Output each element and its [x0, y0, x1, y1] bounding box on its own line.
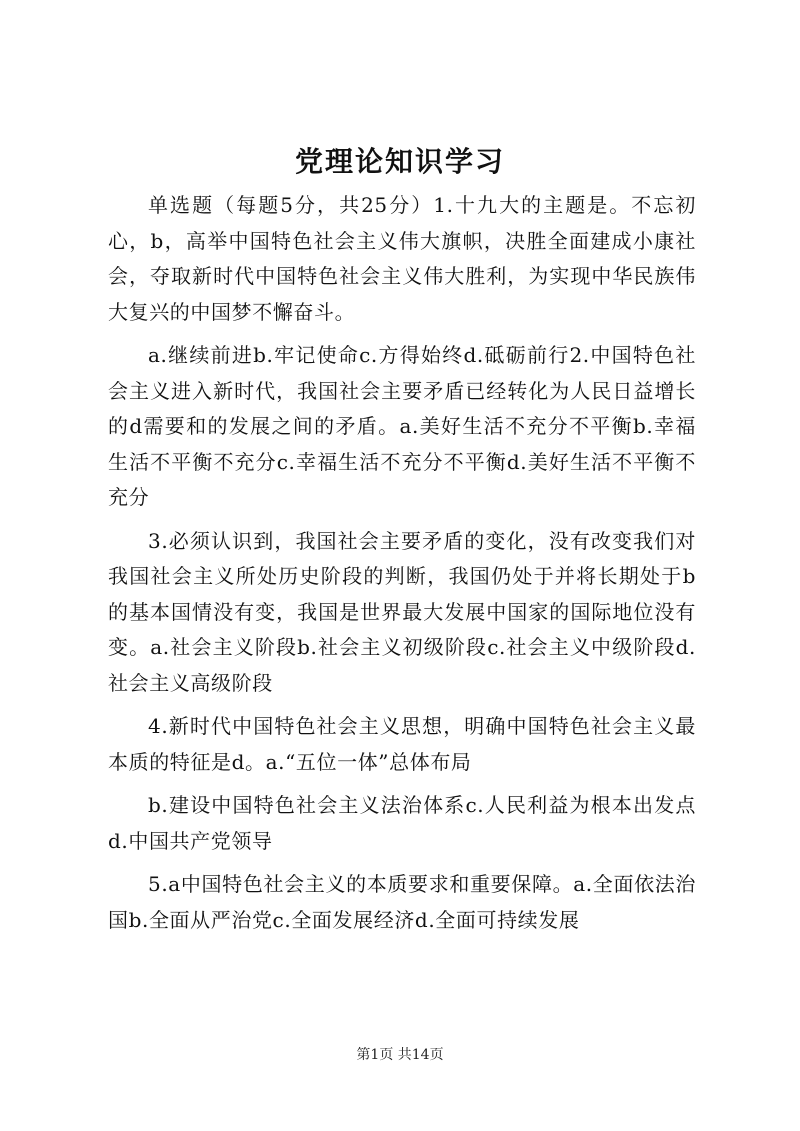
paragraph-question-4: 4.新时代中国特色社会主义思想，明确中国特色社会主义最本质的特征是d。a.“五位一体”总体布局	[108, 714, 696, 774]
page-footer: 第1页 共14页	[356, 1047, 444, 1063]
paragraph-options-1-question-2: a.继续前进b.牢记使命c.方得始终d.砥砺前行2.中国特色社会主义进入新时代，我国社会主要矛盾已经转化为人民日益增长的d需要和的发展之间的矛盾。a.美好生活不充分不平衡b.幸福生活不平衡不充分c.幸福生活不充分不平衡d.美好生活不平衡不充分	[108, 343, 696, 509]
document-title: 党理论知识学习	[294, 145, 505, 178]
paragraph-options-4: b.建设中国特色社会主义法治体系c.人民利益为根本出发点d.中国共产党领导	[108, 793, 696, 853]
paragraph-question-1: 单选题（每题5分，共25分）1.十九大的主题是。不忘初心，b，高举中国特色社会主义伟大旗帜，决胜全面建成小康社会，夺取新时代中国特色社会主义伟大胜利，为实现中华民族伟大复兴的中国梦不懈奋斗。	[108, 193, 696, 324]
paragraph-question-3: 3.必须认识到，我国社会主要矛盾的变化，没有改变我们对我国社会主义所处历史阶段的判断，我国仍处于并将长期处于b的基本国情没有变，我国是世界最大发展中国家的国际地位没有变。a.社会主义阶段b.社会主义初级阶段c.社会主义中级阶段d.社会主义高级阶段	[108, 528, 696, 695]
paragraph-question-5: 5.a中国特色社会主义的本质要求和重要保障。a.全面依法治国b.全面从严治党c.全面发展经济d.全面可持续发展	[108, 872, 696, 932]
document-body	[108, 188, 696, 946]
